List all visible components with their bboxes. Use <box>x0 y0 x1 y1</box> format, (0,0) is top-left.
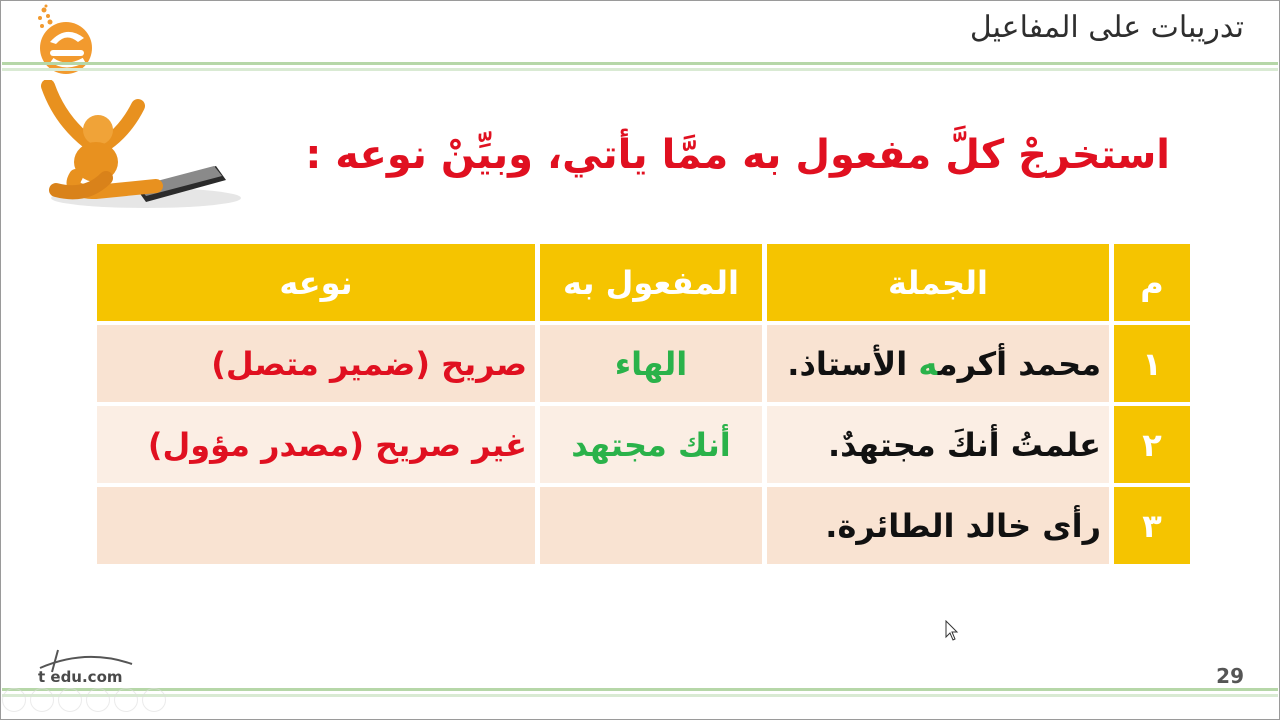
prev-slide-button[interactable] <box>2 688 26 712</box>
header-object: المفعول به <box>540 244 762 321</box>
exercise-instruction: استخرجْ كلَّ مفعول به ممَّا يأتي، وبيِّنْ نوعه : <box>305 132 1170 178</box>
row-index: ٣ <box>1114 487 1190 564</box>
mouse-cursor-icon <box>945 620 959 642</box>
cheering-person-icon <box>26 80 246 215</box>
row-type <box>97 487 535 564</box>
table-row <box>97 487 1190 564</box>
slides-overview-button[interactable] <box>86 688 110 712</box>
pen-tool-button[interactable] <box>58 688 82 712</box>
table-header-row <box>97 244 1190 321</box>
table-row <box>97 406 1190 483</box>
row-index: ٢ <box>1114 406 1190 483</box>
sentence-highlight: ه <box>918 344 938 383</box>
row-object: الهاء <box>540 325 762 402</box>
row-sentence <box>767 325 1109 402</box>
row-object: أنك مجتهد <box>540 406 762 483</box>
table-row <box>97 325 1190 402</box>
row-type: صريح (ضمير متصل) <box>97 325 535 402</box>
row-object <box>540 487 762 564</box>
brand-name: t edu.com <box>38 668 123 686</box>
answer-table <box>92 240 1195 568</box>
row-index: ١ <box>1114 325 1190 402</box>
sentence-part: رأى خالد الطائرة. <box>825 506 1101 545</box>
next-slide-button[interactable] <box>30 688 54 712</box>
more-options-button[interactable] <box>142 688 166 712</box>
slide-title: تدريبات على المفاعيل <box>969 10 1244 45</box>
top-divider <box>2 62 1278 76</box>
zoom-button[interactable] <box>114 688 138 712</box>
header-sentence: الجملة <box>767 244 1109 321</box>
sentence-part: الأستاذ. <box>787 344 919 383</box>
page-number: 29 <box>1216 664 1244 688</box>
row-type: غير صريح (مصدر مؤول) <box>97 406 535 483</box>
row-sentence <box>767 487 1109 564</box>
header-index: م <box>1114 244 1190 321</box>
slideshow-controls <box>2 688 166 712</box>
bottom-divider <box>2 688 1278 702</box>
sentence-part: محمد أكرم <box>937 344 1101 383</box>
row-sentence <box>767 406 1109 483</box>
header-type: نوعه <box>97 244 535 321</box>
sentence-part: علمتُ أنكَ مجتهدٌ. <box>827 425 1101 464</box>
